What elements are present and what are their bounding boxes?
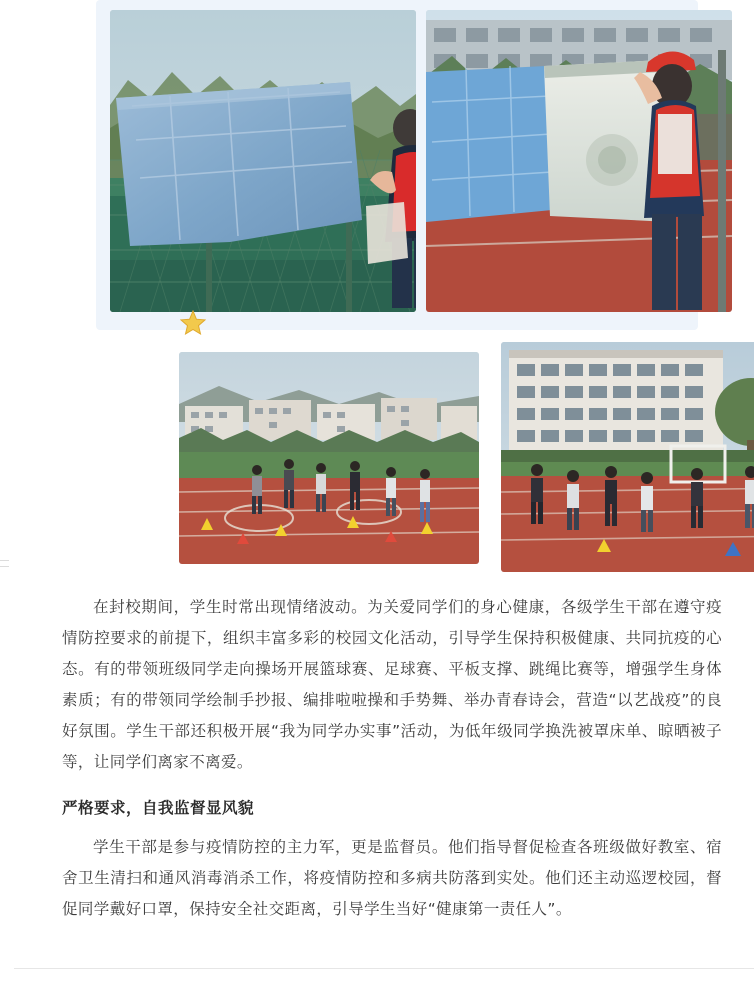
photo-collage [96, 0, 754, 570]
photo-student-hanging-blanket-left [110, 10, 416, 312]
star-icon [180, 310, 206, 336]
left-margin-rail [0, 0, 14, 989]
photo-student-hanging-blanket-right [426, 10, 732, 312]
paragraph: 在封校期间，学生时常出现情绪波动。为关爱同学们的身心健康，各级学生干部在遵守疫情防控要求的前提下，组织丰富多彩的校园文化活动，引导学生保持积极健康、共同抗疫的心态。有的带领班级同学走向操场开展篮球赛、足球赛、平板支撑、跳绳比赛等，增强学生身体素质；有的带领同学绘制手抄报、编排啦啦操和手势舞、举办青春诗会，营造“以艺战疫”的良好氛围。学生干部还积极开展“我为同学办实事”活动，为低年级同学换洗被罩床单、晾晒被子等，让同学们离家不离爱。 [62, 598, 722, 771]
section-subheading: 严格要求，自我监督显风貌 [62, 799, 255, 817]
photo-students-group-activity [501, 342, 754, 572]
photo-students-exercising-track [179, 352, 479, 564]
article-body [62, 592, 722, 939]
rail-tick [0, 560, 9, 561]
page-bottom-divider [14, 968, 754, 969]
paragraph: 学生干部是参与疫情防控的主力军，更是监督员。他们指导督促检查各班级做好教室、宿舍卫生清扫和通风消毒消杀工作，将疫情防控和多病共防落到实处。他们还主动巡逻校园，督促同学戴好口罩，保持安全社交距离，引导学生当好“健康第一责任人”。 [62, 838, 722, 918]
rail-tick [0, 566, 9, 567]
